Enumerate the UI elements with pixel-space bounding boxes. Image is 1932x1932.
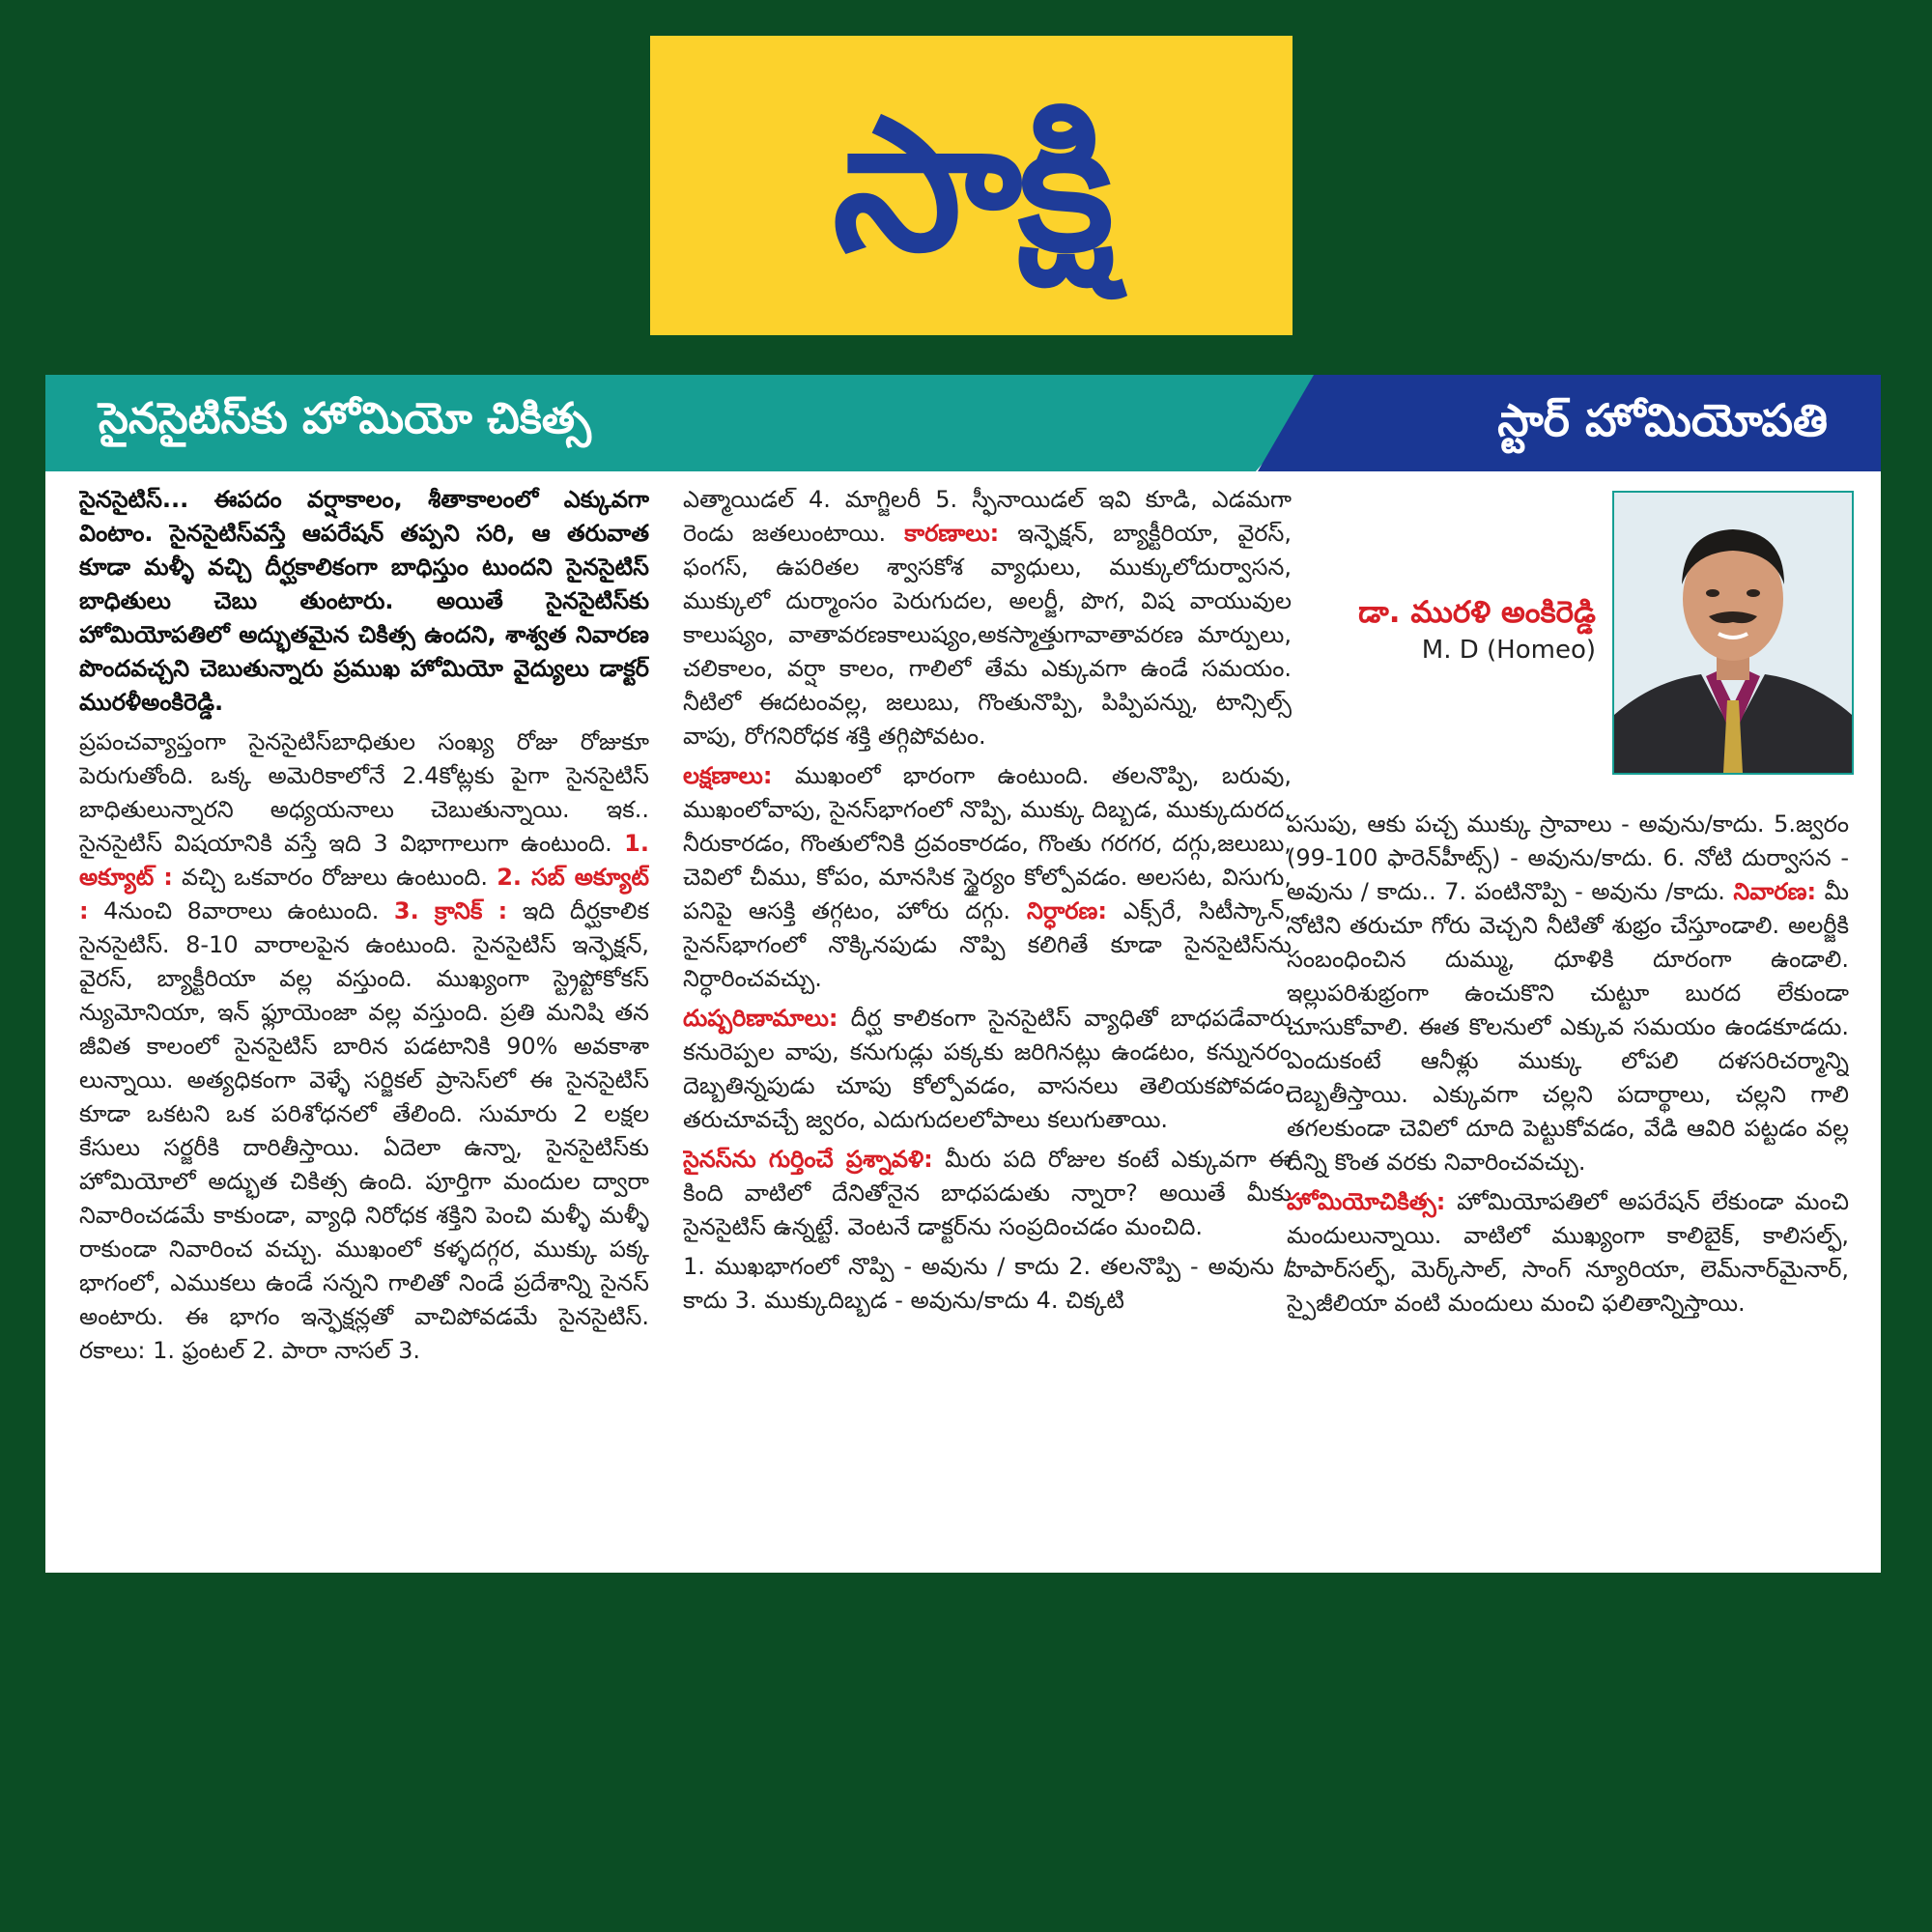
effects-heading: దుష్పరిణామాలు:: [683, 1005, 838, 1032]
column-2: [683, 483, 1292, 1560]
intro-paragraph: సైనసైటిస్... ఈపదం వర్షాకాలం, శీతాకాలంలో ఎక్కువగా వింటాం. సైనసైటిస్‌వస్తే ఆపరేషన్ తప్పని సరి, ఆ తరువాత కూడా మళ్ళీ వచ్చి దీర్ఘకాలికంగా బాధిస్తుం టుందని సైనసైటిస్ బాధితులు చెబు తుంటారు. అయితే సైనసైటిస్‌కు హోమియోపతిలో అద్భుతమైన చికిత్స ఉందని, శాశ్వత నివారణ పొందవచ్చని చెబుతున్నారు ప్రముఖ హోమియో వైద్యులు డాక్టర్ మురళీఅంకిరెడ్డి.: [79, 486, 649, 716]
body-text: దీర్ఘ కాలికంగా సైనసైటిస్ వ్యాధితో బాధపడేవారు కనురెప్పల వాపు, కనుగుడ్లు పక్కకు జరిగినట్లు ఉండటం, కన్నునరం దెబ్బతిన్నపుడు చూపు కోల్పోవడం, వాసనలు తెలియకపోవడం, తరుచూవచ్చే జ్వరం, ఎదుగుదలలోపాలు కలుగుతాయి.: [683, 1005, 1292, 1133]
type-acute-label: 1. అక్యూట్ :: [79, 830, 649, 891]
type-chronic-label: 3. క్రానిక్ :: [393, 897, 508, 924]
logo-text: సాక్షి: [832, 78, 1111, 292]
doctor-portrait-icon: [1614, 493, 1852, 773]
quiz-heading: సైనస్‌ను గుర్తించే ప్రశ్నావళి:: [683, 1146, 933, 1173]
article-card: [45, 375, 1881, 1573]
paragraph: [683, 1143, 1292, 1244]
body-text: ఇన్ఫెక్షన్, బ్యాక్టీరియా, వైరస్, ఫంగస్, ఉపరితల శ్వాసకోశ వ్యాధులు, ముక్కులోదుర్వాసన, ముక్కులో దుర్మాంసం పెరుగుదల, అలర్జీ, పొగ, విష వాయువుల కాలుష్యం, వాతావరణకాలుష్యం,అకస్మాత్తుగావాతావరణ మార్పులు, చలికాలం, వర్షా కాలం, గాలిలో తేమ ఎక్కువగా ఉండే సమయం. నీటిలో ఈదటంవల్ల, జలుబు, గొంతునొప్పి, పిప్పిపన్ను, టాన్సిల్స్ వాపు, రోగనిరోధక శక్తి తగ్గిపోవటం.: [683, 520, 1292, 750]
author-name: డా. మురళి అంకిరెడ్డి: [1358, 595, 1596, 630]
body-text: ముఖంలో భారంగా ఉంటుంది. తలనొప్పి, బరువు, ముఖంలోవాపు, సైనస్‌భాగంలో నొప్పి, ముక్కు దిబ్బడ, ముక్కుదురద, నీరుకారడం, గొంతులోనికి ద్రవంకారడం, గొంతు గరగర, దగ్గు,జలుబు, చెవిలో చీము, కోపం, మానసిక స్థైర్యం కోల్పోవడం. అలసట, విసుగు, పనిపై ఆసక్తి తగ్గటం, హోరు దగ్గు.: [683, 762, 1292, 924]
homeo-treatment-heading: హోమియోచికిత్స:: [1287, 1188, 1446, 1215]
paragraph: [1287, 808, 1849, 1179]
paragraph: [683, 759, 1292, 996]
diagnosis-heading: నిర్ధారణ:: [1026, 897, 1107, 924]
type-subacute-label: 2. సబ్ అక్యూట్ :: [79, 864, 649, 924]
paragraph: [683, 1002, 1292, 1137]
body-text: ప్రపంచవ్యాప్తంగా సైనసైటిస్‌బాధితుల సంఖ్య రోజు రోజుకూ పెరుగుతోంది. ఒక్క అమెరికాలోనే 2.4కోట్లకు పైగా సైనసైటిస్ బాధితులున్నారని అధ్యయనాలు చెబుతున్నాయి. ఇక.. సైనసైటిస్ విషయానికి వస్తే ఇది 3 విభాగాలుగా ఉంటుంది.: [79, 728, 649, 857]
body-text: వచ్చి ఒకవారం రోజులు ఉంటుంది.: [182, 864, 489, 891]
paragraph: [1287, 1185, 1849, 1321]
symptoms-heading: లక్షణాలు:: [683, 762, 773, 789]
author-degree: M. D (Homeo): [1421, 636, 1596, 665]
body-text: హోమియోపతిలో అపరేషన్ లేకుండా మంచి మందులున్నాయి. వాటిలో ముఖ్యంగా కాలిబైక్, కాలిసల్ఫ్, హెపార్‌సల్ఫ్, మెర్క్‌సాల్, సాంగ్ న్యూరియా, లెమ్‌నార్‌మైనార్, స్పైజీలియా వంటి మందులు మంచి ఫలితాన్నిస్తాయి.: [1287, 1188, 1849, 1317]
prevention-heading: నివారణ:: [1733, 878, 1817, 905]
body-text: 4నుంచి 8వారాలు ఉంటుంది.: [103, 897, 380, 924]
body-text: ఇది దీర్ఘకాలిక సైనసైటిస్. 8-10 వారాలపైన ఉంటుంది. సైనసైటిస్ ఇన్ఫెక్షన్, వైరస్, బ్యాక్టీరియా వల్ల వస్తుంది. ముఖ్యంగా స్ట్రెప్టోకోకస్ న్యుమోనియా, ఇన్ ఫ్లూయెంజా వల్ల వస్తుంది. ప్రతి మనిషి తన జీవిత కాలంలో సైనసైటిస్ బారిన పడటానికి 90% అవకాశా లున్నాయి. అత్యధికంగా వెళ్ళే సర్జికల్ ప్రాసెస్‌లో ఈ సైనసైటిస్ కూడా ఒకటని ఒక పరిశోధనలో తేలింది. సుమారు 2 లక్షల కేసులు సర్జరీకి దారితీస్తాయి. ఏదెలా ఉన్నా, సైనసైటిస్‌కు హోమియోలో అద్భుత చికిత్స ఉంది. పూర్తిగా మందుల ద్వారా నివారించడమే కాకుండా, వ్యాధి నిరోధక శక్తిని పెంచి మళ్ళీ మళ్ళీ రాకుండా నివారించ వచ్చు. ముఖంలో కళ్ళదగ్గర, ముక్కు పక్క భాగంలో, ఎముకలు ఉండే సన్నని గాలితో నిండే ప్రదేశాన్ని సైనస్ అంటారు. ఈ భాగం ఇన్ఫెక్షన్లతో వాచిపోవడమే సైనసైటిస్. రకాలు: 1. ఫ్రంటల్ 2. పారా నాసల్ 3.: [79, 897, 649, 1364]
column-1: [79, 483, 649, 1560]
body-text: మీ నోటిని తరుచూ గోరు వెచ్చని నీటితో శుభ్రం చేస్తూండాలి. అలర్జీకి సంబంధించిన దుమ్ము, ధూళికి దూరంగా ఉండాలి. ఇల్లుపరిశుభ్రంగా ఉంచుకొని చుట్టూ బురద లేకుండా చూసుకోవాలి. ఈత కొలనులో ఎక్కువ సమయం ఉండకూడదు. ఎందుకంటే ఆనీళ్లు ముక్కు లోపలి దళసరిచర్మాన్ని దెబ్బతీస్తాయి. ఎక్కువగా చల్లని పదార్థాలు, చల్లని గాలి తగలకుండా చెవిలో దూది పెట్టుకోవడం, వేడి ఆవిరి పట్టడం వల్ల దీన్ని కొంత వరకు నివారించవచ్చు.: [1287, 878, 1849, 1176]
body-text: ఎత్మాయిడల్ 4. మాగ్జిలరీ 5. స్ఫీనాయిడల్ ఇవి కూడి, ఎడమగా రెండు జతలుంటాయి.: [683, 486, 1292, 547]
sakshi-logo: [650, 36, 1293, 335]
quiz-list: 1. ముఖభాగంలో నొప్పి - అవును / కాదు 2. తలనొప్పి - అవును / కాదు 3. ముక్కుదిబ్బడ - అవును/కాదు 4. చిక్కటి: [683, 1253, 1292, 1314]
doctor-photo: [1612, 491, 1854, 775]
column-3: [1287, 808, 1849, 1561]
paragraph: [79, 725, 649, 1368]
body-text: పసుపు, ఆకు పచ్చ ముక్కు స్రావాలు - అవును/కాదు. 5.జ్వరం (99-100 ఫారెన్‌హీట్స్) - అవును/కాదు. 6. నోటి దుర్వాసన - అవును / కాదు.. 7. పంటినొప్పి - అవును /కాదు.: [1287, 810, 1849, 905]
body-text: మీరు పది రోజుల కంటే ఎక్కువగా ఈ కింది వాటిలో దేనితోనైన బాధపడుతు న్నారా? అయితే మీకు సైనసైటిస్ ఉన్నట్టే. వెంటనే డాక్టర్‌ను సంప్రదించడం మంచిది.: [683, 1146, 1292, 1240]
article-title: సైనసైటిస్‌కు హోమియో చికిత్స: [99, 394, 591, 443]
section-title: స్టార్ హోమియోపతి: [1497, 394, 1828, 446]
causes-heading: కారణాలు:: [904, 520, 1000, 547]
paragraph: [683, 483, 1292, 753]
body-text: ఎక్స్‌రే, సిటీస్కాన్, సైనస్‌భాగంలో నొక్కినపుడు నొప్పి కలిగితే కూడా సైనసైటిస్‌ను నిర్ధారించవచ్చు.: [683, 897, 1292, 992]
